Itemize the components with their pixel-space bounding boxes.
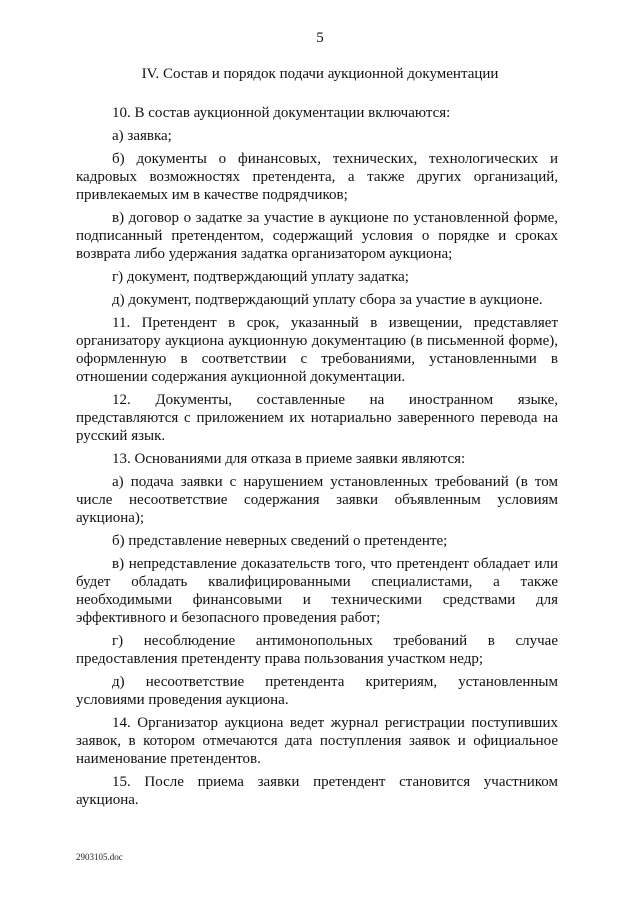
- page-number: 5: [316, 30, 324, 46]
- paragraph-13-b: б) представление неверных сведений о претенденте;: [112, 533, 448, 549]
- paragraph-13-d: д) несоответствие претендента критериям, установленным условиями проведения аукциона.: [76, 674, 558, 708]
- paragraph-15: 15. После приема заявки претендент становится участником аукциона.: [76, 774, 558, 808]
- paragraph-12: 12. Документы, составленные на иностранном языке, представляются с приложением их нотариально заверенного перевода на русский язык.: [76, 392, 558, 444]
- paragraph-10-v: в) договор о задатке за участие в аукционе по установленной форме, подписанный претендентом, содержащий условия о порядке и сроках возврата либо удержания задатка организатором аукциона;: [76, 210, 558, 262]
- paragraph-10-a: а) заявка;: [112, 128, 172, 144]
- document-body: [76, 104, 558, 814]
- paragraph-10-d: д) документ, подтверждающий уплату сбора за участие в аукционе.: [112, 292, 543, 308]
- paragraph-14: 14. Организатор аукциона ведет журнал регистрации поступивших заявок, в котором отмечаются дата поступления заявок и официальное наименование претендентов.: [76, 715, 558, 767]
- paragraph-13-a: а) подача заявки с нарушением установленных требований (в том числе несоответствие содержания заявки объявленным условиям аукциона);: [76, 474, 558, 526]
- paragraph-10-b: б) документы о финансовых, технических, технологических и кадровых возможностях претендента, а также других организаций, привлекаемых им в качестве подрядчиков;: [76, 151, 558, 203]
- paragraph-10: 10. В состав аукционной документации включаются:: [112, 105, 451, 121]
- section-title: IV. Состав и порядок подачи аукционной документации: [141, 66, 499, 82]
- footer-filename: 2903105.doc: [76, 852, 123, 862]
- paragraph-11: 11. Претендент в срок, указанный в извещении, представляет организатору аукциона аукционную документацию (в письменной форме), оформленную в соответствии с требованиями, установленными в отношении содержания аукционной документации.: [76, 315, 558, 385]
- paragraph-13-v: в) непредставление доказательств того, что претендент обладает или будет обладать квалифицированными специалистами, а также необходимыми финансовыми и техническими средствами для эффективного и безопасного проведения работ;: [76, 556, 558, 626]
- paragraph-10-g: г) документ, подтверждающий уплату задатка;: [112, 269, 409, 285]
- paragraph-13-g: г) несоблюдение антимонопольных требований в случае предоставления претенденту права пользования участком недр;: [76, 633, 558, 667]
- paragraph-13: 13. Основаниями для отказа в приеме заявки являются:: [112, 451, 466, 467]
